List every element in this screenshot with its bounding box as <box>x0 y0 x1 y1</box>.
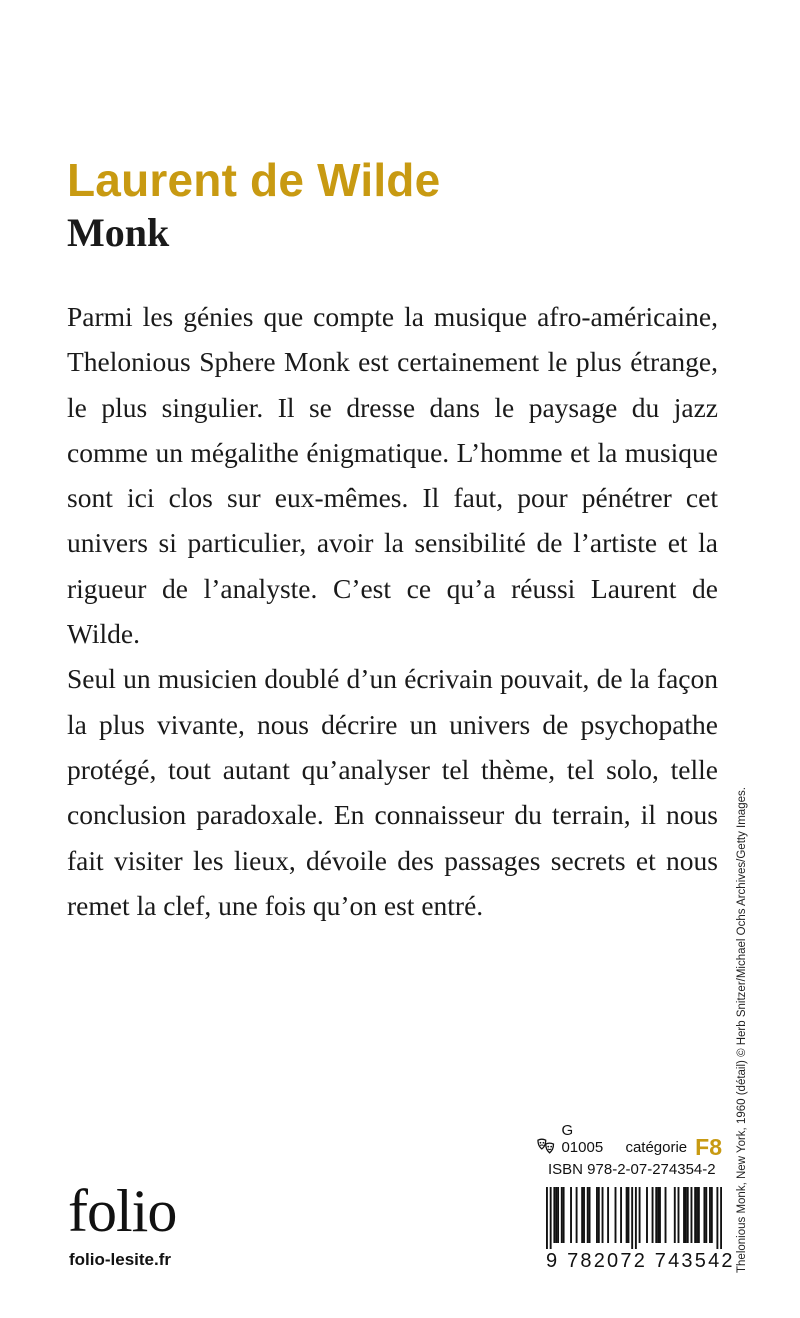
barcode-bar <box>626 1187 628 1243</box>
barcode-bar <box>691 1187 693 1243</box>
barcode-bar <box>646 1187 648 1243</box>
barcode-bar <box>620 1187 622 1243</box>
barcode-bar <box>550 1187 552 1249</box>
isbn: ISBN 978-2-07-274354-2 <box>548 1161 716 1178</box>
barcode-bar <box>583 1187 585 1243</box>
category-label: catégorie <box>625 1139 688 1156</box>
barcode-bar <box>561 1187 563 1243</box>
barcode-bar <box>659 1187 661 1243</box>
barcode-bar <box>631 1187 633 1249</box>
barcode-bar <box>570 1187 572 1243</box>
barcode-bar <box>696 1187 698 1243</box>
barcode-bar <box>602 1187 604 1243</box>
barcode-bar <box>687 1187 689 1243</box>
barcode-bar <box>694 1187 696 1243</box>
barcode-bar <box>581 1187 583 1243</box>
barcode-bar <box>607 1187 609 1243</box>
barcode-bar <box>546 1187 548 1249</box>
barcode-bar <box>665 1187 667 1243</box>
barcode-bar <box>555 1187 557 1243</box>
category-code: F8 <box>695 1134 722 1160</box>
blurb-paragraph: Parmi les génies que compte la musique afro-américaine, Thelonious Sphere Monk est certainement le plus étrange, le plus singulier. Il se dresse dans le paysage du jazz comme un mégalithe énigmatique. L’homme et la musique sont ici clos sur eux-mêmes. Il faut, pour pénétrer cet univers si particulier, avoir la sensibilité de l’artiste et la rigueur de l’analyste. C’est ce qu’a réussi Laurent de Wilde. <box>67 301 718 650</box>
barcode-bar <box>639 1187 641 1243</box>
barcode-bar <box>576 1187 578 1243</box>
barcode-bar <box>553 1187 555 1243</box>
barcode-bar <box>703 1187 705 1243</box>
author-name: Laurent de Wilde <box>67 154 441 206</box>
barcode-bar <box>716 1187 718 1249</box>
folio-logo: folio <box>68 1178 177 1244</box>
g-code: G 01005 <box>561 1122 604 1156</box>
barcode-bar <box>557 1187 559 1243</box>
publisher-website: folio-lesite.fr <box>69 1250 172 1269</box>
photo-credit: Thelonious Monk, New York, 1960 (détail) © Herb Snitzer/Michael Ochs Archives/Getty Images. <box>736 787 748 1273</box>
theatre-masks-icon <box>536 1136 555 1156</box>
barcode-bar <box>709 1187 711 1243</box>
barcode-bar <box>657 1187 659 1243</box>
barcode-bar <box>563 1187 565 1243</box>
barcode-bars <box>546 1187 722 1249</box>
barcode <box>546 1187 735 1273</box>
code-row <box>536 1122 722 1160</box>
barcode-bar <box>720 1187 722 1249</box>
product-codes <box>536 1122 722 1178</box>
barcode-bar <box>711 1187 713 1243</box>
barcode-bar <box>655 1187 657 1243</box>
barcode-bar <box>598 1187 600 1243</box>
back-cover-blurb <box>67 294 718 928</box>
barcode-bar <box>635 1187 637 1249</box>
book-title: Monk <box>67 210 170 255</box>
blurb-paragraph: Seul un musicien doublé d’un écrivain pouvait, de la façon la plus vivante, nous décrire un univers de psychopathe protégé, tout autant qu’analyser tel thème, tel solo, telle conclusion paradoxale. En connaisseur du terrain, il nous fait visiter les lieux, dévoile des passages secrets et nous remet la clef, une fois qu’on est entré. <box>67 663 718 921</box>
barcode-bar <box>685 1187 687 1243</box>
barcode-digits: 9 782072 743542 <box>546 1250 735 1272</box>
barcode-bar <box>652 1187 654 1243</box>
barcode-bar <box>628 1187 630 1243</box>
barcode-bar <box>683 1187 685 1243</box>
barcode-bar <box>587 1187 589 1243</box>
barcode-bar <box>678 1187 680 1243</box>
barcode-bar <box>589 1187 591 1243</box>
barcode-bar <box>674 1187 676 1243</box>
barcode-bar <box>596 1187 598 1243</box>
barcode-bar <box>698 1187 700 1243</box>
barcode-bar <box>615 1187 617 1243</box>
barcode-bar <box>705 1187 707 1243</box>
